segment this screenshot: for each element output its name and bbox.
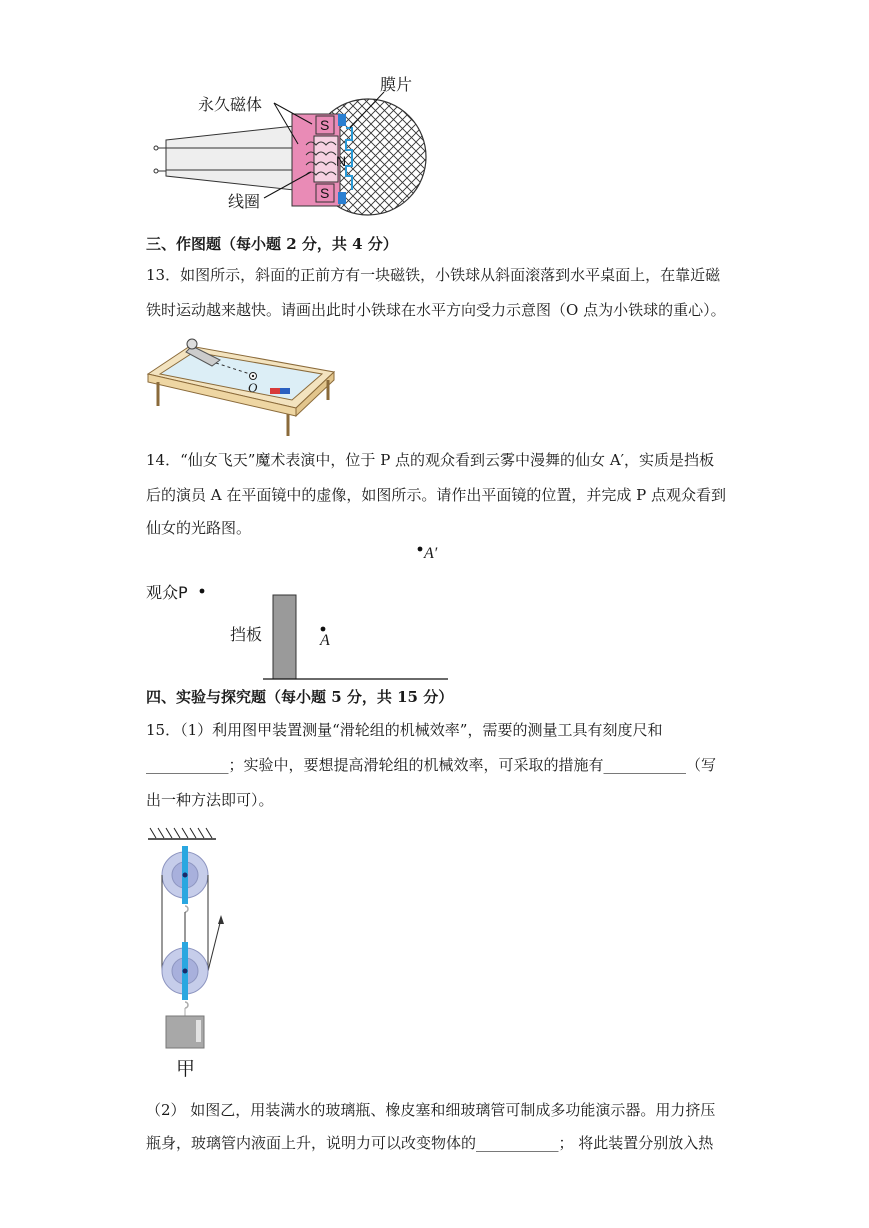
pulley-figure — [146, 824, 236, 1082]
q13-line-2: 铁时运动越来越快。请画出此时小铁球在水平方向受力示意图（O 点为小铁球的重心）。 — [146, 301, 726, 319]
q14-line-2: 后的演员 A 在平面镜中的虚像，如图所示。请作出平面镜的位置，并完成 P 点观众看到 — [146, 486, 727, 504]
label-board: 挡板 — [230, 625, 263, 644]
pole-s-bottom: S — [320, 185, 330, 201]
pole-s-top: S — [320, 117, 330, 133]
section-4-heading: 四、实验与探究题（每小题 5 分，共 15 分） — [146, 688, 454, 706]
microphone-figure — [146, 70, 436, 220]
q15-line-2: ___________；实验中，要想提高滑轮组的机械效率，可采取的措施有___________（写 — [146, 756, 717, 774]
q15-part2-line-2: 瓶身，玻璃管内液面上升，说明力可以改变物体的___________； 将此装置分别放入热 — [146, 1134, 714, 1152]
mirror-figure — [146, 540, 456, 682]
pole-n: N — [336, 153, 347, 169]
q15-part2-line-1: （2） 如图乙，用装满水的玻璃瓶、橡皮塞和细玻璃管可制成多功能演示器。用力挤压 — [146, 1101, 716, 1119]
label-viewer-p: 观众P — [146, 583, 188, 602]
q15-line-3: 出一种方法即可）。 — [146, 791, 274, 809]
label-permanent-magnet: 永久磁体 — [198, 95, 263, 114]
q15-line-1: 15．（1）利用图甲装置测量“滑轮组的机械效率”，需要的测量工具有刻度尺和 — [146, 721, 663, 739]
mirror-diagram — [146, 540, 456, 682]
figure-label-jia: 甲 — [176, 1058, 196, 1080]
label-o: O — [248, 380, 258, 395]
section-3-heading: 三、作图题（每小题 2 分，共 4 分） — [146, 235, 398, 253]
label-coil: 线圈 — [228, 192, 261, 211]
label-membrane: 膜片 — [380, 75, 413, 94]
pulley-diagram — [146, 824, 236, 1054]
incline-diagram — [146, 332, 336, 440]
q13-line-1: 13．如图所示，斜面的正前方有一块磁铁，小铁球从斜面滚落到水平桌面上，在靠近磁 — [146, 266, 721, 284]
q14-line-3: 仙女的光路图。 — [146, 519, 252, 537]
q14-line-1: 14．“仙女飞天”魔术表演中，位于 P 点的观众看到云雾中漫舞的仙女 A′，实质是挡板 — [146, 451, 715, 469]
label-a-prime: A′ — [424, 545, 438, 562]
incline-figure — [146, 332, 336, 440]
label-a: A — [320, 632, 330, 649]
